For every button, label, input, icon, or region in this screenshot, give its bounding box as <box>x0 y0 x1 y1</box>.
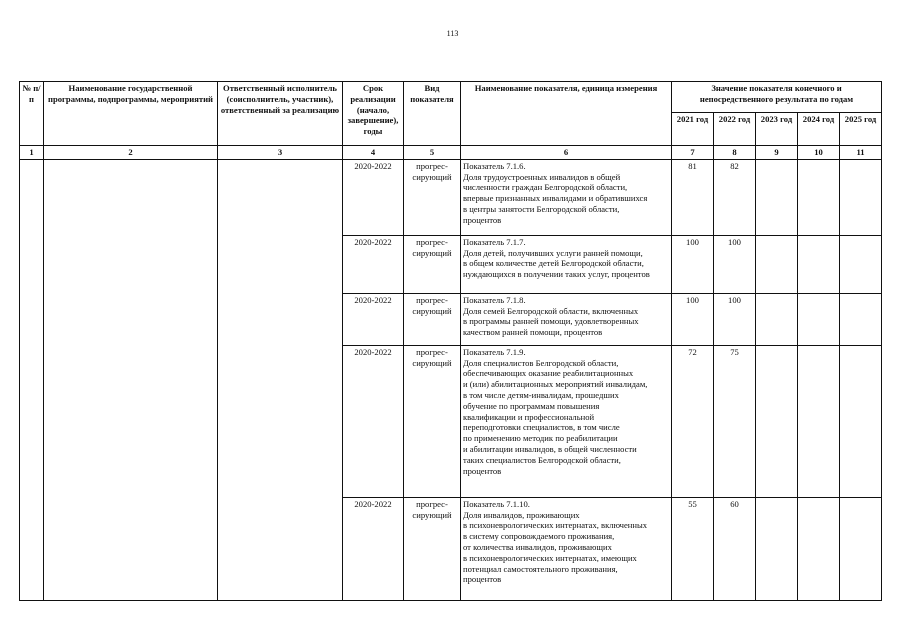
header-year: 2024 год <box>798 113 840 146</box>
indicator-line: по применению методик по реабилитации <box>463 433 618 444</box>
cell-value: 100 <box>672 235 714 293</box>
cell-value <box>756 345 798 497</box>
cell-period: 2020-2022 <box>343 497 404 600</box>
header-indicator-type: Вид показателя <box>404 82 461 146</box>
header-responsible: Ответственный исполнитель (соисполнитель, участник), ответственный за реализацию <box>218 82 343 146</box>
cell-indicator-type <box>404 345 461 497</box>
cell-value <box>756 159 798 235</box>
header-indicator-name: Наименование показателя, единица измерения <box>461 82 672 146</box>
cell-indicator-name <box>461 497 672 600</box>
indicator-type-line: сирующий <box>412 171 452 182</box>
indicator-type-line: сирующий <box>412 247 452 258</box>
header-year: 2022 год <box>714 113 756 146</box>
column-number: 7 <box>672 146 714 160</box>
page-number: 113 <box>446 29 459 38</box>
cell-indicator-name <box>461 345 672 497</box>
cell-value <box>798 235 840 293</box>
cell-num <box>20 159 44 600</box>
cell-value: 100 <box>714 293 756 345</box>
cell-value <box>798 497 840 600</box>
indicator-line: в психоневрологических интернатах, включенных <box>463 520 648 531</box>
indicator-line: Показатель 7.1.7. <box>463 236 526 247</box>
indicator-line: в общем количестве детей Белгородской области, <box>463 258 644 269</box>
cell-value: 60 <box>714 497 756 600</box>
header-year: 2021 год <box>672 113 714 146</box>
indicator-type-line: прогрес- <box>416 346 448 357</box>
indicator-line: от количества инвалидов, проживающих <box>463 541 612 552</box>
indicator-line: процентов <box>463 214 502 225</box>
indicator-line: в центры занятости Белгородской области, <box>463 203 620 214</box>
cell-value <box>840 159 882 235</box>
indicator-line: обучение по программам повышения <box>463 400 600 411</box>
indicator-line: и (или) абилитационных мероприятий инвалидам, <box>463 379 648 390</box>
indicator-line: в программы ранней помощи, удовлетворенных <box>463 316 639 327</box>
indicator-type-line: прогрес- <box>416 498 448 509</box>
indicator-line: переподготовки специалистов, в том числе <box>463 422 620 433</box>
table-row <box>20 159 882 235</box>
indicator-type-line: сирующий <box>412 509 452 520</box>
indicator-line: численности граждан Белгородской области, <box>463 182 628 193</box>
indicator-line: процентов <box>463 574 502 585</box>
cell-value: 81 <box>672 159 714 235</box>
indicator-line: качеством ранней помощи, процентов <box>463 327 603 338</box>
cell-program-name <box>44 159 218 600</box>
cell-indicator-type <box>404 159 461 235</box>
indicator-line: Показатель 7.1.8. <box>463 294 526 305</box>
header-period: Срок реализации (начало, завершение), годы <box>343 82 404 146</box>
indicator-line: квалификации и профессиональной <box>463 411 595 422</box>
indicator-line: процентов <box>463 465 502 476</box>
column-number: 4 <box>343 146 404 160</box>
indicator-table <box>19 81 882 601</box>
column-number: 3 <box>218 146 343 160</box>
indicator-line: в систему сопровождаемого проживания, <box>463 531 615 542</box>
indicator-line: Показатель 7.1.9. <box>463 346 526 357</box>
cell-indicator-type <box>404 497 461 600</box>
indicator-line: Показатель 7.1.10. <box>463 498 530 509</box>
indicator-line: нуждающихся в получении таких услуг, процентов <box>463 269 650 280</box>
cell-value: 100 <box>672 293 714 345</box>
cell-responsible <box>218 159 343 600</box>
indicator-line: таких специалистов Белгородской области, <box>463 454 621 465</box>
cell-period: 2020-2022 <box>343 345 404 497</box>
column-number: 10 <box>798 146 840 160</box>
column-number: 6 <box>461 146 672 160</box>
indicator-line: Доля инвалидов, проживающих <box>463 509 580 520</box>
cell-value <box>756 293 798 345</box>
indicator-type-line: сирующий <box>412 357 452 368</box>
column-number: 8 <box>714 146 756 160</box>
cell-period: 2020-2022 <box>343 235 404 293</box>
indicator-line: Доля трудоустроенных инвалидов в общей <box>463 171 621 182</box>
cell-value <box>840 293 882 345</box>
column-number-row <box>20 146 882 160</box>
cell-value <box>840 345 882 497</box>
column-number: 1 <box>20 146 44 160</box>
cell-indicator-name <box>461 235 672 293</box>
indicator-line: Доля специалистов Белгородской области, <box>463 357 619 368</box>
indicator-type-line: прогрес- <box>416 294 448 305</box>
cell-indicator-name <box>461 159 672 235</box>
column-number: 2 <box>44 146 218 160</box>
cell-value <box>840 497 882 600</box>
header-year: 2025 год <box>840 113 882 146</box>
header-num: № п/п <box>20 82 44 146</box>
header-year: 2023 год <box>756 113 798 146</box>
indicator-type-line: прогрес- <box>416 236 448 247</box>
indicator-type-line: прогрес- <box>416 160 448 171</box>
cell-indicator-name <box>461 293 672 345</box>
indicator-line: обеспечивающих оказание реабилитационных <box>463 368 634 379</box>
header-program-name: Наименование государственной программы, подпрограммы, мероприятий <box>44 82 218 146</box>
column-number: 11 <box>840 146 882 160</box>
cell-value <box>756 235 798 293</box>
column-number: 9 <box>756 146 798 160</box>
indicator-line: Доля детей, получивших услуги ранней помощи, <box>463 247 643 258</box>
cell-period: 2020-2022 <box>343 293 404 345</box>
cell-value <box>798 293 840 345</box>
indicator-line: в психоневрологических интернатах, имеющих <box>463 552 637 563</box>
indicator-type-line: сирующий <box>412 305 452 316</box>
cell-value <box>798 159 840 235</box>
cell-period: 2020-2022 <box>343 159 404 235</box>
header-value-group: Значение показателя конечного и непосредственного результата по годам <box>672 82 882 113</box>
cell-indicator-type <box>404 293 461 345</box>
cell-indicator-type <box>404 235 461 293</box>
indicator-line: впервые признанных инвалидами и обратившихся <box>463 193 648 204</box>
cell-value: 55 <box>672 497 714 600</box>
indicator-line: Доля семей Белгородской области, включенных <box>463 305 639 316</box>
cell-value <box>798 345 840 497</box>
cell-value: 75 <box>714 345 756 497</box>
indicator-line: в том числе детям-инвалидам, прошедших <box>463 389 619 400</box>
cell-value: 72 <box>672 345 714 497</box>
indicator-line: и абилитации инвалидов, в общей численности <box>463 443 637 454</box>
cell-value: 82 <box>714 159 756 235</box>
column-number: 5 <box>404 146 461 160</box>
indicator-line: потенциал самостоятельного проживания, <box>463 563 618 574</box>
cell-value: 100 <box>714 235 756 293</box>
cell-value <box>756 497 798 600</box>
indicator-line: Показатель 7.1.6. <box>463 160 526 171</box>
cell-value <box>840 235 882 293</box>
